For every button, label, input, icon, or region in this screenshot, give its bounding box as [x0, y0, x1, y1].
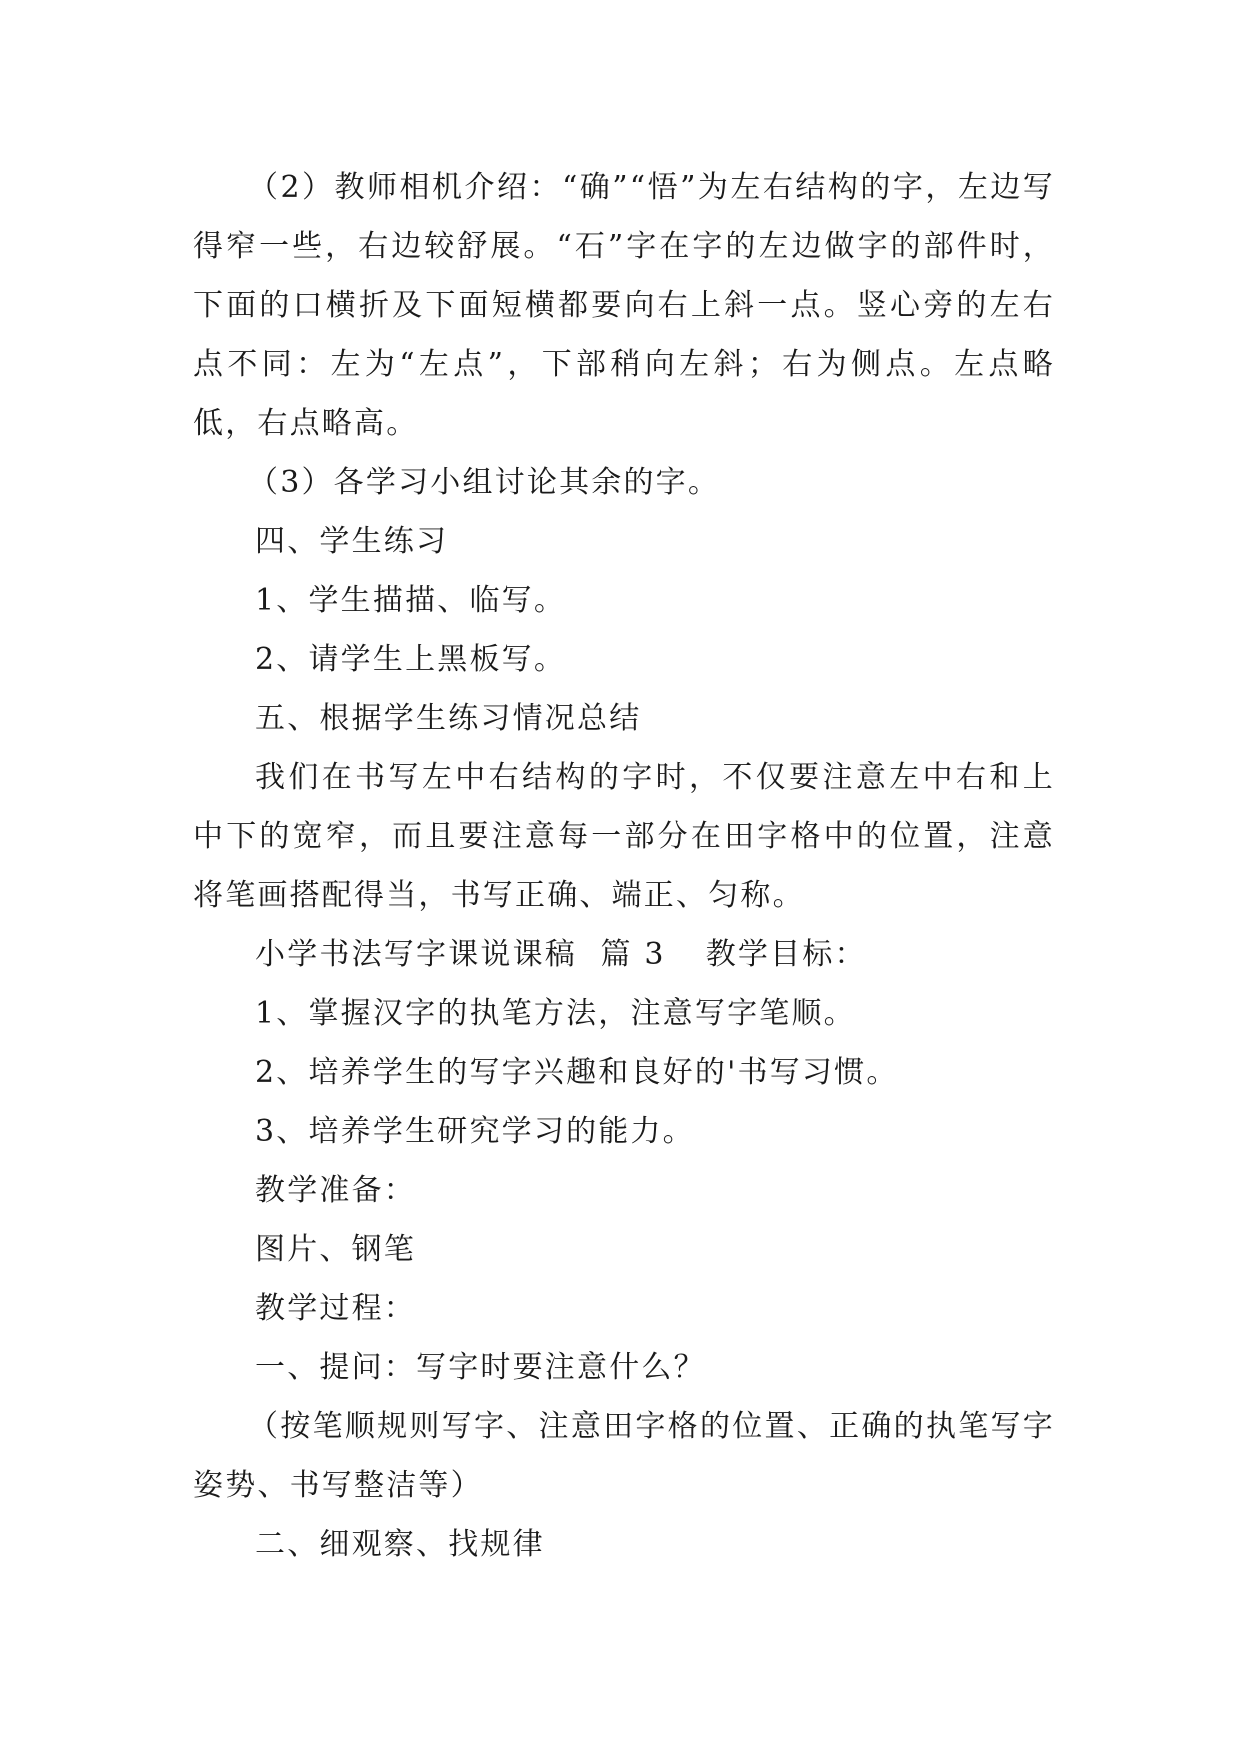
- list-item-goal-3: 3、培养学生研究学习的能力。: [255, 1114, 695, 1149]
- heading-process: 教学过程：: [255, 1291, 416, 1326]
- section-title: 小学书法写字课说课稿: [255, 937, 577, 972]
- list-item-question: 一、提问：写字时要注意什么？: [255, 1350, 706, 1385]
- paragraph-group-discussion: （3）各学习小组讨论其余的字。: [248, 465, 721, 500]
- document-body: [193, 158, 1055, 1574]
- heading-student-practice: 四、学生练习: [255, 524, 449, 559]
- paragraph-answer-note: （按笔顺规则写字、注意田字格的位置、正确的执笔写字姿势、书写整洁等）: [193, 1409, 1055, 1503]
- section-label: 教学目标：: [705, 937, 867, 972]
- paragraph-teacher-intro: （2）教师相机介绍：“确”“悟”为左右结构的字，左边写得窄一些，右边较舒展。“石”字在字的左边做字的部件时，下面的口横折及下面短横都要向右上斜一点。竖心旁的左右点不同：左为“左点”，下部稍向左斜；右为侧点。左点略低，右点略高。: [193, 170, 1055, 441]
- list-item-practice-2: 2、请学生上黑板写。: [255, 642, 567, 677]
- paragraph-summary: 我们在书写左中右结构的字时，不仅要注意左中右和上中下的宽窄，而且要注意每一部分在田字格中的位置，注意将笔画搭配得当，书写正确、端正、匀称。: [193, 760, 1055, 913]
- paragraph-materials: 图片、钢笔: [255, 1232, 416, 1267]
- section-part: 篇 3: [600, 937, 666, 972]
- section-heading: [193, 925, 1055, 984]
- heading-summary: 五、根据学生练习情况总结: [255, 701, 642, 736]
- list-item-goal-1: 1、掌握汉字的执笔方法，注意写字笔顺。: [255, 996, 856, 1031]
- list-item-goal-2: 2、培养学生的写字兴趣和良好的'书写习惯。: [255, 1055, 899, 1090]
- list-item-practice-1: 1、学生描描、临写。: [255, 583, 567, 618]
- list-item-observe: 二、细观察、找规律: [255, 1527, 545, 1562]
- heading-preparation: 教学准备：: [255, 1173, 416, 1208]
